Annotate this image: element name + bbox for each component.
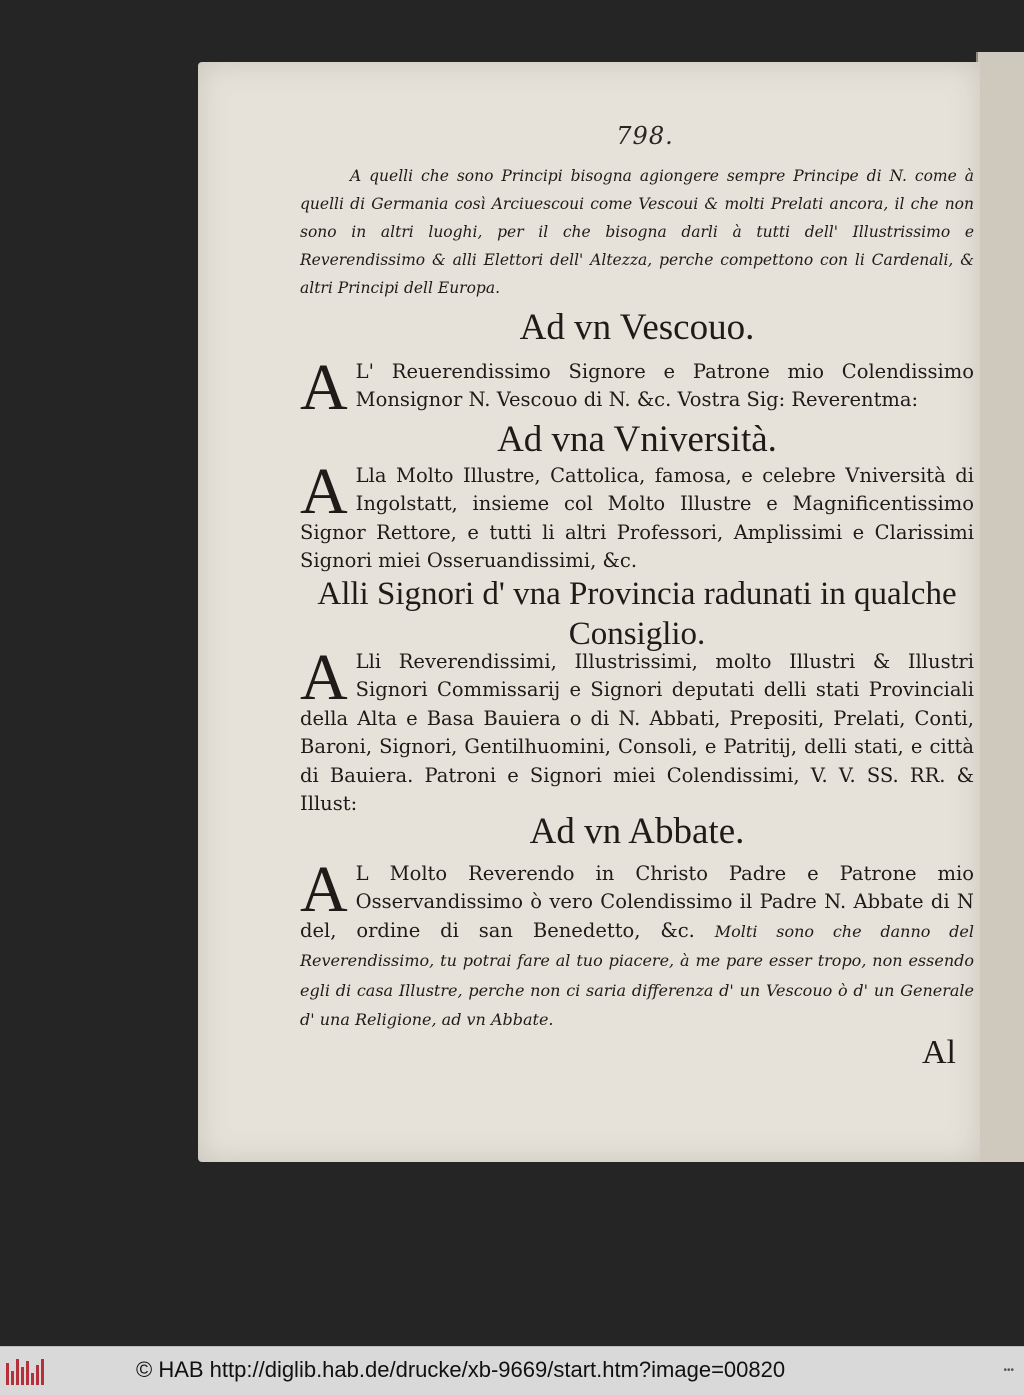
section-heading-abbate: Ad vn Abbate. <box>529 811 745 852</box>
section-body-universita <box>300 455 974 576</box>
section-text: L Molto Reverendo in Christo Padre e Patrone mio Osservandissimo ò vero Colendissimo il Padre N. Abbate di N del, ordine di san Benedetto, &c. <box>300 862 974 942</box>
dropcap: A <box>300 853 348 926</box>
catchword: Al <box>922 1034 956 1071</box>
section-text: Lla Molto Illustre, Cattolica, famosa, e celebre Vniversità di Ingolstatt, insieme col Molto Illustre e Magnificentissimo Signor Rettore, e tutti li altri Professori, Amplissimi e Clarissimi Signori miei Osseruandissimi, &c. <box>300 464 974 573</box>
section-heading-vescouo: Ad vn Vescouo. <box>519 307 755 348</box>
section-body-provincia <box>300 641 974 818</box>
section-note: Molti sono che danno del Reverendissimo, tu potrai fare al tuo piacere, à me pare esser tropo, non essendo egli di casa Illustre, perche non ci saria differenza d' un Vescouo ò d' un Generale d' una Religione, ad vn Abbate. <box>300 921 975 1030</box>
source-link[interactable]: © HAB http://diglib.hab.de/drucke/xb-9669/start.htm?image=00820 <box>136 1357 786 1382</box>
intro-paragraph: A quelli che sono Principi bisogna agiongere sempre Principe di N. come à quelli di Germania così Arciuescoui come Vescoui & molti Prelati ancora, il che non sono in altri luoghi, per il che bisogna darli à tutti dell' Illustrissimo e Reverendissimo & alli Elettori dell' Altezza, perche compettono con li Cardenali, & altri Principi dell Europa. <box>300 167 974 297</box>
section-text: Lli Reverendissimi, Illustrissimi, molto Illustri & Illustri Signori Commissarij e Signori deputati delli stati Provinciali della Alta e Basa Bauiera o di N. Abbati, Prepositi, Prelati, Conti, Baroni, Signori, Gentilhuomini, Consoli, e Patritij, delli stati, e città di Bauiera. Patroni e Signori miei Colendissimi, V. V. SS. RR. & Illust: <box>300 650 974 816</box>
dropcap: A <box>300 641 348 714</box>
section-body-abbate <box>300 853 975 1034</box>
dropcap: A <box>300 351 348 424</box>
viewer-footer <box>0 1346 1024 1395</box>
dropcap: A <box>300 455 348 528</box>
hab-logo-icon <box>6 1357 46 1385</box>
menu-icon[interactable]: ••• <box>1003 1365 1014 1376</box>
section-heading-provincia: Alli Signori d' vna Provincia radunati in qualche Consiglio. <box>317 576 957 652</box>
section-body-vescouo <box>300 351 974 424</box>
section-heading-universita: Ad vna Vniversità. <box>497 419 777 460</box>
adjacent-page-edge <box>976 52 1024 1162</box>
section-text: L' Reuerendissimo Signore e Patrone mio Colendissimo Monsignor N. Vescouo di N. &c. Vostra Sig: Reverentma: <box>355 360 974 412</box>
page-number: 798. <box>616 122 674 150</box>
